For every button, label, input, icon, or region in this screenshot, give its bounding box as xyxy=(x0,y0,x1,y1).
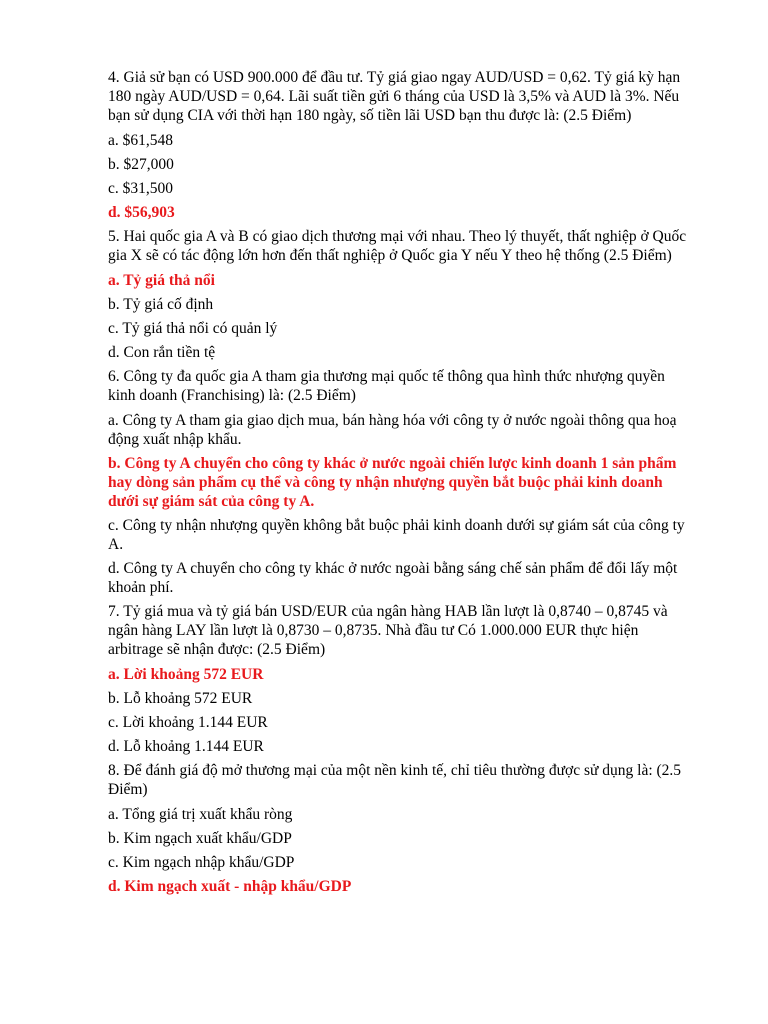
option-a: a. Tổng giá trị xuất khẩu ròng xyxy=(108,806,293,823)
question-5 xyxy=(108,227,688,362)
quiz-document xyxy=(108,68,688,901)
option-b: b. Kim ngạch xuất khẩu/GDP xyxy=(108,830,292,847)
option-a: a. $61,548 xyxy=(108,132,174,149)
option-d: d. Con rắn tiền tệ xyxy=(108,344,216,361)
option-c: c. Kim ngạch nhập khẩu/GDP xyxy=(108,854,295,871)
option-b: b. $27,000 xyxy=(108,156,174,173)
option-c: c. Lời khoảng 1.144 EUR xyxy=(108,714,268,731)
option-b: b. Lỗ khoảng 572 EUR xyxy=(108,690,253,707)
option-c: c. $31,500 xyxy=(108,180,174,197)
option-d: d. Công ty A chuyển cho công ty khác ở nước ngoài bằng sáng chế sản phẩm để đổi lấy một khoản phí. xyxy=(108,560,678,596)
option-a: a. Công ty A tham gia giao dịch mua, bán hàng hóa với công ty ở nước ngoài thông qua hoạ động xuất nhập khẩu. xyxy=(108,412,677,448)
question-text: 5. Hai quốc gia A và B có giao dịch thương mại với nhau. Theo lý thuyết, thất nghiệp ở Quốc gia X sẽ có tác động lớn hơn đến thất nghiệp ở Quốc gia Y nếu Y theo hệ thống (2.5 Điểm) xyxy=(108,228,687,264)
option-b: b. Tỷ giá cố định xyxy=(108,296,214,313)
option-d-correct: d. $56,903 xyxy=(108,204,175,221)
question-6 xyxy=(108,367,688,597)
question-text: 4. Giả sử bạn có USD 900.000 để đầu tư. Tỷ giá giao ngay AUD/USD = 0,62. Tỷ giá kỳ hạn 180 ngày AUD/USD = 0,64. Lãi suất tiền gửi 6 tháng của USD là 3,5% và AUD là 3%. Nếu bạn sử dụng CIA với thời hạn 180 ngày, số tiền lãi USD bạn thu được là: (2.5 Điểm) xyxy=(108,69,681,124)
option-a-correct: a. Tỷ giá thả nổi xyxy=(108,272,215,289)
question-4 xyxy=(108,68,688,222)
question-text: 8. Để đánh giá độ mở thương mại của một nền kinh tế, chỉ tiêu thường được sử dụng là: (2.5 Điểm) xyxy=(108,762,682,798)
option-c: c. Công ty nhận nhượng quyền không bắt buộc phải kinh doanh dưới sự giám sát của công ty A. xyxy=(108,517,685,553)
option-d-correct: d. Kim ngạch xuất - nhập khẩu/GDP xyxy=(108,878,352,895)
question-7 xyxy=(108,602,688,756)
option-b-correct: b. Công ty A chuyển cho công ty khác ở nước ngoài chiến lược kinh doanh 1 sản phẩm hay dòng sản phẩm cụ thể và công ty nhận nhượng quyền bắt buộc phải kinh doanh dưới sự giám sát của công ty A. xyxy=(108,455,677,510)
option-d: d. Lỗ khoảng 1.144 EUR xyxy=(108,738,264,755)
question-text: 6. Công ty đa quốc gia A tham gia thương mại quốc tế thông qua hình thức nhượng quyền kinh doanh (Franchising) là: (2.5 Điểm) xyxy=(108,368,665,404)
option-a-correct: a. Lời khoảng 572 EUR xyxy=(108,666,264,683)
question-8 xyxy=(108,761,688,896)
question-text: 7. Tỷ giá mua và tỷ giá bán USD/EUR của ngân hàng HAB lần lượt là 0,8740 – 0,8745 và ngân hàng LAY lần lượt là 0,8730 – 0,8735. Nhà đầu tư Có 1.000.000 EUR thực hiện arbitrage sẽ nhận được: (2.5 Điểm) xyxy=(108,603,668,658)
option-c: c. Tỷ giá thả nổi có quản lý xyxy=(108,320,278,337)
